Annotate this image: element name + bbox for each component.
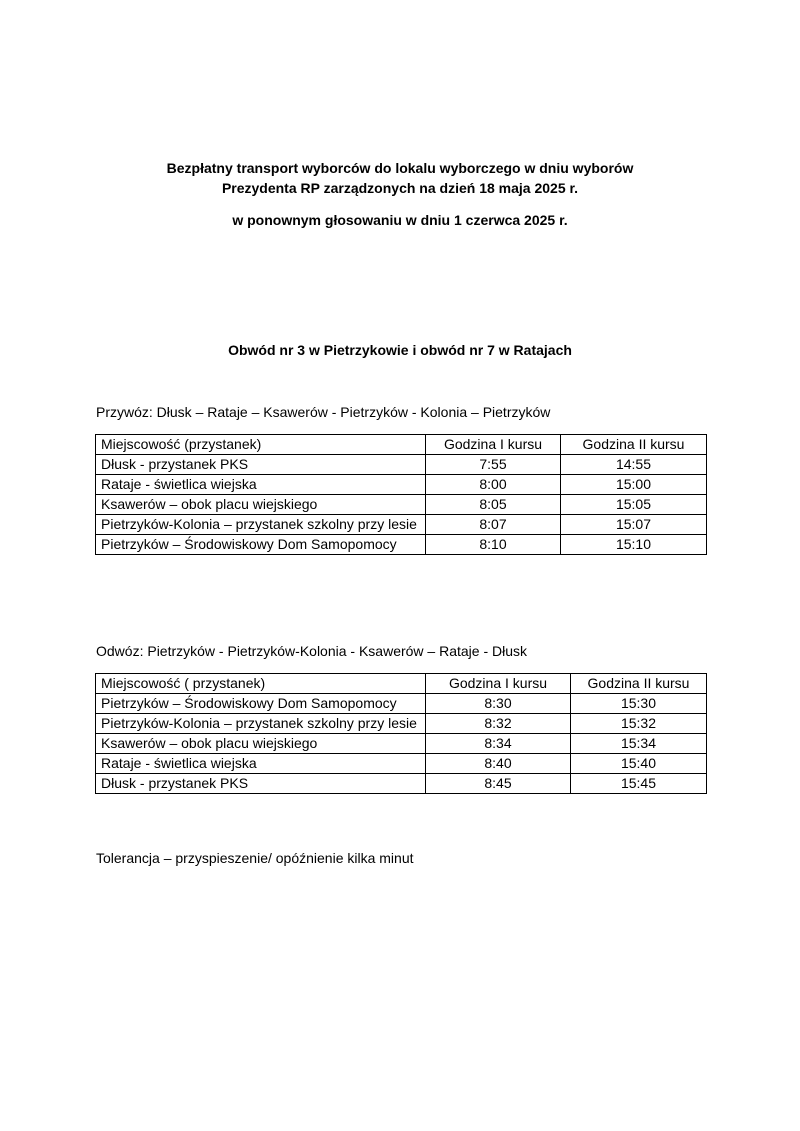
heading-line-2: Prezydenta RP zarządzonych na dzień 18 maja 2025 r. <box>221 180 579 196</box>
outbound-route: Przywóz: Dłusk – Rataje – Ksawerów - Pietrzyków - Kolonia – Pietrzyków <box>96 404 551 420</box>
table-row <box>96 515 707 535</box>
header-course-1: Godzina I kursu <box>426 674 571 694</box>
time-course-1: 8:10 <box>426 535 561 555</box>
header-course-1: Godzina I kursu <box>426 435 561 455</box>
header-course-2: Godzina II kursu <box>561 435 707 455</box>
header-stop: Miejscowość ( przystanek) <box>96 674 426 694</box>
time-course-1: 8:34 <box>426 734 571 754</box>
document-heading <box>0 158 800 230</box>
time-course-2: 15:32 <box>571 714 707 734</box>
time-course-1: 8:07 <box>426 515 561 535</box>
time-course-2: 15:07 <box>561 515 707 535</box>
time-course-1: 8:45 <box>426 774 571 794</box>
stop-cell: Rataje - świetlica wiejska <box>96 754 426 774</box>
time-course-2: 15:05 <box>561 495 707 515</box>
stop-cell: Ksawerów – obok placu wiejskiego <box>96 495 426 515</box>
heading-line-1: Bezpłatny transport wyborców do lokalu wyborczego w dniu wyborów <box>166 160 634 176</box>
table-row <box>96 734 707 754</box>
stop-cell: Pietrzyków – Środowiskowy Dom Samopomocy <box>96 694 426 714</box>
time-course-1: 8:40 <box>426 754 571 774</box>
table-row <box>96 774 707 794</box>
table-header-row <box>96 435 707 455</box>
time-course-2: 15:40 <box>571 754 707 774</box>
table-row <box>96 754 707 774</box>
table-row <box>96 455 707 475</box>
stop-cell: Pietrzyków-Kolonia – przystanek szkolny przy lesie <box>96 515 426 535</box>
return-route: Odwóz: Pietrzyków - Pietrzyków-Kolonia - Ksawerów – Rataje - Dłusk <box>96 643 528 659</box>
outbound-schedule-table <box>95 434 707 555</box>
time-course-1: 8:30 <box>426 694 571 714</box>
district-subtitle: Obwód nr 3 w Pietrzykowie i obwód nr 7 w Ratajach <box>228 342 572 358</box>
header-course-2: Godzina II kursu <box>571 674 707 694</box>
heading-line-3: w ponownym głosowaniu w dniu 1 czerwca 2025 r. <box>232 212 568 228</box>
stop-cell: Ksawerów – obok placu wiejskiego <box>96 734 426 754</box>
stop-cell: Rataje - świetlica wiejska <box>96 475 426 495</box>
stop-cell: Dłusk - przystanek PKS <box>96 455 426 475</box>
time-course-2: 15:10 <box>561 535 707 555</box>
time-course-1: 7:55 <box>426 455 561 475</box>
stop-cell: Pietrzyków – Środowiskowy Dom Samopomocy <box>96 535 426 555</box>
table-header-row <box>96 674 707 694</box>
time-course-2: 14:55 <box>561 455 707 475</box>
time-course-2: 15:45 <box>571 774 707 794</box>
time-course-1: 8:05 <box>426 495 561 515</box>
time-course-2: 15:34 <box>571 734 707 754</box>
table-row <box>96 475 707 495</box>
table-row <box>96 535 707 555</box>
stop-cell: Dłusk - przystanek PKS <box>96 774 426 794</box>
time-course-1: 8:00 <box>426 475 561 495</box>
time-course-2: 15:30 <box>571 694 707 714</box>
table-row <box>96 495 707 515</box>
time-course-1: 8:32 <box>426 714 571 734</box>
table-row <box>96 714 707 734</box>
tolerance-note: Tolerancja – przyspieszenie/ opóźnienie kilka minut <box>96 850 414 866</box>
time-course-2: 15:00 <box>561 475 707 495</box>
table-row <box>96 694 707 714</box>
return-schedule-table <box>95 673 707 794</box>
header-stop: Miejscowość (przystanek) <box>96 435 426 455</box>
stop-cell: Pietrzyków-Kolonia – przystanek szkolny przy lesie <box>96 714 426 734</box>
